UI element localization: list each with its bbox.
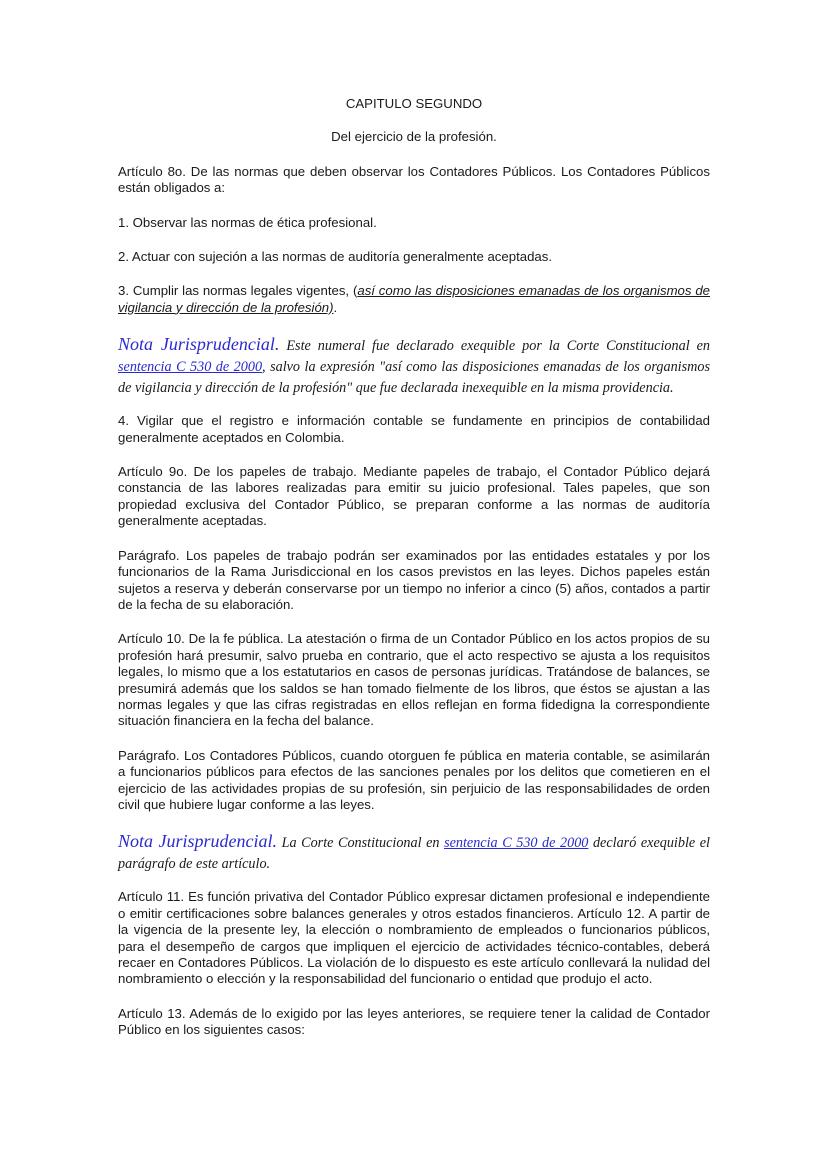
chapter-subtitle: Del ejercicio de la profesión. [331,129,497,145]
article-8-item-4: 4. Vigilar que el registro e información contable se fundamente en principios de contabilidad generalmente aceptados en Colombia. [118,413,710,445]
item-3-end: . [333,299,338,315]
nota-text: Este numeral fue declarado exequible por la Corte Constitucional en [279,338,710,355]
item-3-struck-expression: así como las disposiciones emanadas de los organismos de vigilancia y dirección de la profesión) [118,283,711,315]
article-13: Artículo 13. Además de lo exigido por las leyes anteriores, se requiere tener la calidad de Contador Público en los siguientes casos: [118,1005,710,1038]
article-8-item-3 [118,283,710,316]
article-10-paragrafo: Parágrafo. Los Contadores Públicos, cuando otorguen fe pública en materia contable, se asimilarán a funcionarios públicos para efectos de las sanciones penales por los delitos que cometieren en el ejercicio de las actividades propias de su profesión, sin perjuicio de las responsabilidades de orden civil que hubiere lugar conforme a las leyes. [118,747,710,812]
nota-text: , salvo la expresión "así como las disposiciones emanadas de los organismos de vigilancia y dirección de la profesión" que fue declarada inexequible en la misma providencia. [118,359,710,397]
article-8-item-2: 2. Actuar con sujeción a las normas de auditoría generalmente aceptadas. [118,249,552,265]
article-8-intro: Artículo 8o. De las normas que deben observar los Contadores Públicos. Los Contadores Públicos están obligados a: [118,163,710,196]
article-10: Artículo 10. De la fe pública. La atestación o firma de un Contador Público en los actos propios de su profesión hará presumir, salvo prueba en contrario, que el acto respectivo se ajusta a los requisitos legales, lo mismo que a los estatutarios en casos de personas jurídicas. Tratándose de balances, se presumirá además que los saldos se han tomado fielmente de los libros, que éstos se ajustan a las normas legales y que las cifras registradas en ellos reflejan en forma fidedigna la correspondiente situación financiera en la fecha del balance. [118,631,710,729]
nota-heading: Nota Jurisprudencial. [118,831,278,852]
sentencia-link[interactable]: sentencia C 530 de 2000 [118,359,263,376]
nota-heading: Nota Jurisprudencial. [118,334,280,355]
nota-text: declaró exequible el parágrafo de este artículo. [118,835,710,873]
sentencia-link[interactable]: sentencia C 530 de 2000 [444,835,589,852]
nota-jurisprudencial-1 [118,334,710,399]
document-page [118,96,710,1057]
article-9: Artículo 9o. De los papeles de trabajo. Mediante papeles de trabajo, el Contador Público dejará constancia de las labores realizadas para emitir su juicio profesional. Tales papeles, que son propiedad exclusiva del Contador Público, se preparan conforme a las normas de auditoría generalmente aceptadas. [118,464,710,529]
item-3-text: 3. Cumplir las normas legales vigentes, ( [118,283,358,299]
article-9-paragrafo: Parágrafo. Los papeles de trabajo podrán ser examinados por las entidades estatales y por los funcionarios de la Rama Jurisdiccional en los casos previstos en las leyes. Dichos papeles están sujetos a reserva y deberán conservarse por un tiempo no inferior a cinco (5) años, contados a partir de la fecha de su elaboración. [118,547,710,612]
nota-text: La Corte Constitucional en [277,835,445,852]
chapter-title: CAPITULO SEGUNDO [345,96,483,111]
nota-jurisprudencial-2 [118,831,710,875]
article-8-item-1: 1. Observar las normas de ética profesional. [118,214,377,230]
article-11-12: Artículo 11. Es función privativa del Contador Público expresar dictamen profesional e independiente o emitir certificaciones sobre balances generales y otros estados financieros. Artículo 12. A partir de la vigencia de la presente ley, la elección o nombramiento de empleados o funcionarios públicos, para el desempeño de cargos que impliquen el ejercicio de actividades técnico-contables, deberá recaer en Contadores Públicos. La violación de lo dispuesto es este artículo conllevará la nulidad del nombramiento o elección y la responsabilidad del funcionario o entidad que produjo el acto. [118,889,710,987]
